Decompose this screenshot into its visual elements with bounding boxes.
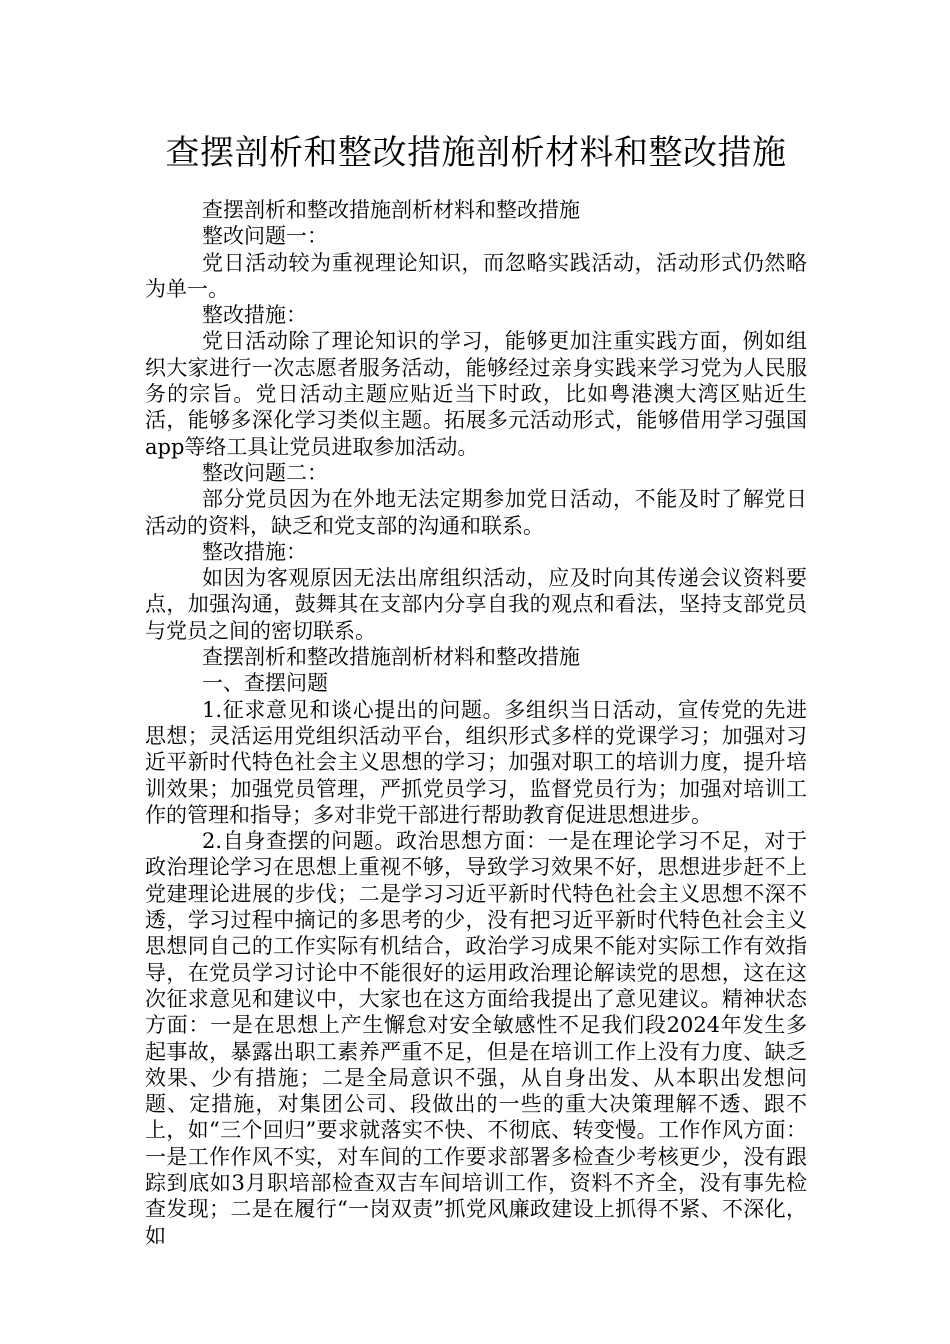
- document-body: [145, 197, 807, 1249]
- paragraph-issue-two-heading: 整改问题二：: [202, 460, 328, 485]
- paragraph-item-two: 2.自身查摆的问题。政治思想方面：一是在理论学习不足，对于政治理论学习在思想上重视不够，导致学习效果不好，思想进步赶不上党建理论进展的步伐；二是学习习近平新时代特色社会主义思想不深不透，学习过程中摘记的多思考的少，没有把习近平新时代特色社会主义思想同自己的工作实际有机结合，政治学习成果不能对实际工作有效指导，在党员学习讨论中不能很好的运用政治理论解读党的思想，这在这次征求意见和建议中，大家也在这方面给我提出了意见建议。精神状态方面：一是在思想上产生懈怠对安全敏感性不足我们段2024年发生多起事故，暴露出职工素养严重不足，但是在培训工作上没有力度、缺乏效果、少有措施；二是全局意识不强，从自身出发、从本职出发想问题、定措施，对集团公司、段做出的一些的重大决策理解不透、跟不上，如“三个回归”要求就落实不快、不彻底、转变慢。工作作风方面：一是工作作风不实，对车间的工作要求部署多检查少考核更少，没有跟踪到底如3月职培部检查双吉车间培训工作，资料不齐全，没有事先检查发现；二是在履行“一岗双责”抓党风廉政建设上抓得不紧、不深化，如: [145, 829, 807, 1248]
- paragraph-measures-two-heading: 整改措施：: [202, 539, 307, 564]
- paragraph-section-one-heading: 一、查摆问题: [202, 671, 328, 696]
- paragraph-item-one: 1.征求意见和谈心提出的问题。多组织当日活动，宣传党的先进思想；灵活运用党组织活动平台，组织形式多样的党课学习；加强对习近平新时代特色社会主义思想的学习；加强对职工的培训力度，提升培训效果；加强党员管理，严抓党员学习，监督党员行为；加强对培训工作的管理和指导；多对非党干部进行帮助教育促进思想进步。: [145, 697, 807, 827]
- document-page: [145, 0, 807, 1249]
- paragraph-measures-two: 如因为客观原因无法出席组织活动，应及时向其传递会议资料要点，加强沟通，鼓舞其在支部内分享自我的观点和看法，坚持支部党员与党员之间的密切联系。: [145, 566, 807, 643]
- document-title: 查摆剖析和整改措施剖析材料和整改措施: [165, 133, 787, 173]
- paragraph-measures-one-heading: 整改措施：: [202, 303, 307, 328]
- paragraph-issue-two: 部分党员因为在外地无法定期参加党日活动，不能及时了解党日活动的资料，缺乏和党支部的沟通和联系。: [145, 487, 807, 538]
- paragraph-section-title: 查摆剖析和整改措施剖析材料和整改措施: [202, 645, 580, 670]
- paragraph-issue-one: 党日活动较为重视理论知识，而忽略实践活动，活动形式仍然略为单一。: [145, 250, 807, 301]
- paragraph-measures-one: 党日活动除了理论知识的学习，能够更加注重实践方面，例如组织大家进行一次志愿者服务活动，能够经过亲身实践来学习党为人民服务的宗旨。党日活动主题应贴近当下时政，比如粤港澳大湾区贴近生活，能够多深化学习类似主题。拓展多元活动形式，能够借用学习强国app等络工具让党员进取参加活动。: [145, 329, 807, 459]
- paragraph-issue-one-heading: 整改问题一：: [202, 224, 328, 249]
- paragraph-subtitle: 查摆剖析和整改措施剖析材料和整改措施: [202, 198, 580, 222]
